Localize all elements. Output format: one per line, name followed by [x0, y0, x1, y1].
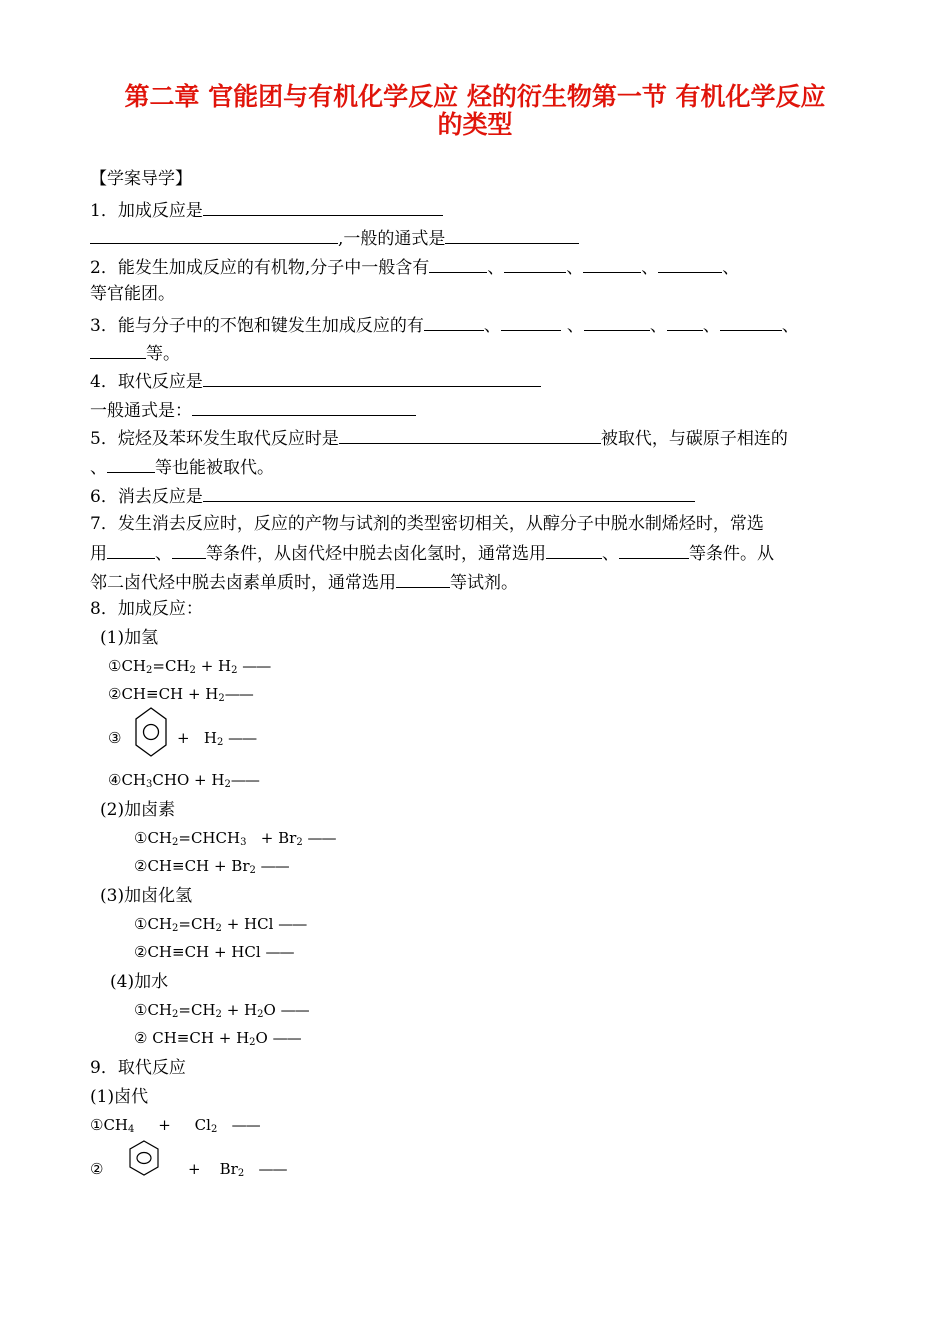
separator: 、 [566, 316, 584, 336]
subsection-halogen-substitution: (1)卤代 [90, 1087, 149, 1107]
question-5-line-1 [90, 426, 788, 450]
separator: 、 [566, 258, 584, 278]
question-3-text: 3．能与分子中的不饱和键发生加成反应的有 [90, 316, 424, 336]
separator: 、 [649, 316, 667, 336]
equation-8-3-2: ②CH≡CH + HCl —— [134, 943, 294, 961]
answer-blank[interactable] [501, 313, 561, 331]
answer-blank[interactable] [619, 541, 689, 559]
equation-9-1-2-mark: ② [90, 1160, 104, 1178]
answer-blank[interactable] [107, 541, 155, 559]
question-7-text-3: 等条件。从 [689, 544, 774, 564]
benzene-ring-icon [128, 1139, 160, 1177]
answer-blank[interactable] [90, 226, 338, 244]
answer-blank[interactable] [583, 255, 641, 273]
answer-blank[interactable] [584, 313, 650, 331]
separator: 、 [641, 258, 659, 278]
separator: 、 [483, 316, 501, 336]
question-3-line-2 [90, 341, 180, 365]
equation-8-2-1: $①CH_2=CHCH_3$ + $Br_2$ —— [134, 829, 336, 848]
answer-blank[interactable] [339, 426, 601, 444]
answer-blank[interactable] [107, 455, 155, 473]
subsection-hydration: (4)加水 [110, 972, 169, 992]
question-1-line-2 [90, 226, 579, 250]
question-2-line-2: 等官能团。 [90, 284, 175, 304]
answer-blank[interactable] [192, 398, 416, 416]
subsection-hydrohalogenation: (3)加卤化氢 [100, 886, 193, 906]
equation-9-1-2: + $Br_2$ —— [188, 1160, 287, 1179]
question-7-text-2: 等条件，从卤代烃中脱去卤化氢时，通常选用 [206, 544, 546, 564]
equation-8-2-2: ②CH≡CH + $Br_2$ —— [134, 857, 289, 876]
question-7-line-3 [90, 570, 518, 594]
question-7-text-4: 邻二卤代烃中脱去卤素单质时，通常选用 [90, 573, 396, 593]
separator: 、 [90, 458, 107, 478]
question-6-text: 6．消去反应是 [90, 487, 203, 507]
answer-blank[interactable] [396, 570, 450, 588]
question-1-line-1 [90, 198, 443, 222]
equation-8-1-3-mark: ③ [108, 729, 122, 747]
question-2-line-1 [90, 255, 739, 279]
answer-blank[interactable] [172, 541, 206, 559]
equation-8-4-1: $①CH_2=CH_2 + H_2O$ —— [134, 1001, 309, 1020]
answer-blank[interactable] [546, 541, 602, 559]
separator: 、 [155, 544, 172, 564]
answer-blank[interactable] [429, 255, 487, 273]
question-4-text-2: 一般通式是： [90, 401, 192, 421]
question-5-text-2: 被取代，与碳原子相连的 [600, 429, 788, 449]
question-4-line-2 [90, 398, 416, 422]
question-1-text-2: ,一般的通式是 [338, 229, 446, 249]
answer-blank[interactable] [203, 369, 541, 387]
equation-8-3-1: $①CH_2=CH_2$ + HCl —— [134, 915, 307, 934]
equation-9-1-1: $①CH_4$ + $Cl_2$ —— [90, 1116, 260, 1135]
question-1-text: 1．加成反应是 [90, 201, 203, 221]
equation-8-1-1: $①CH_2=CH_2 + H_2$ —— [108, 657, 271, 676]
separator: 、 [602, 544, 619, 564]
separator: 、 [487, 258, 505, 278]
question-9-heading: 9．取代反应 [90, 1058, 186, 1078]
question-4-text: 4．取代反应是 [90, 372, 203, 392]
page-title: 第二章 官能团与有机化学反应 烃的衍生物第一节 有机化学反应 [124, 82, 826, 111]
answer-blank[interactable] [720, 313, 782, 331]
question-3-text-2: 等。 [146, 344, 180, 364]
answer-blank[interactable] [504, 255, 566, 273]
question-5-line-2 [90, 455, 274, 479]
subsection-hydrogenation: (1)加氢 [100, 628, 159, 648]
equation-8-1-2: ②CH≡CH + $H_2——$ [108, 685, 253, 704]
question-7-line-1: 7．发生消去反应时，反应的产物与试剂的类型密切相关，从醇分子中脱水制烯烃时，常选 [90, 514, 764, 534]
answer-blank[interactable] [203, 198, 443, 216]
section-header: 【学案导学】 [90, 169, 192, 189]
answer-blank[interactable] [203, 484, 695, 502]
question-6-line [90, 484, 695, 508]
answer-blank[interactable] [658, 255, 722, 273]
separator: 、 [702, 316, 720, 336]
benzene-ring-icon [134, 706, 168, 758]
question-3-line-1 [90, 313, 799, 337]
question-7-line-2 [90, 541, 774, 565]
answer-blank[interactable] [445, 226, 579, 244]
question-7-text: 用 [90, 544, 107, 564]
page-title-continued: 的类型 [437, 110, 513, 139]
equation-8-1-3: + $H_2$ —— [177, 729, 257, 748]
separator: 、 [722, 258, 740, 278]
question-5-text-3: 等也能被取代。 [155, 458, 274, 478]
equation-8-1-4: $④CH_3CHO$ + $H_2——$ [108, 771, 259, 790]
question-5-text: 5．烷烃及苯环发生取代反应时是 [90, 429, 339, 449]
answer-blank[interactable] [667, 313, 703, 331]
answer-blank[interactable] [424, 313, 484, 331]
equation-8-4-2: ② $CH\equiv CH + H_2O$ —— [134, 1029, 301, 1048]
question-7-text-5: 等试剂。 [450, 573, 518, 593]
separator: 、 [781, 316, 799, 336]
question-2-text: 2．能发生加成反应的有机物,分子中一般含有 [90, 258, 430, 278]
question-4-line-1 [90, 369, 541, 393]
subsection-halogenation: (2)加卤素 [100, 800, 176, 820]
question-8-heading: 8．加成反应： [90, 599, 203, 619]
answer-blank[interactable] [90, 341, 146, 359]
